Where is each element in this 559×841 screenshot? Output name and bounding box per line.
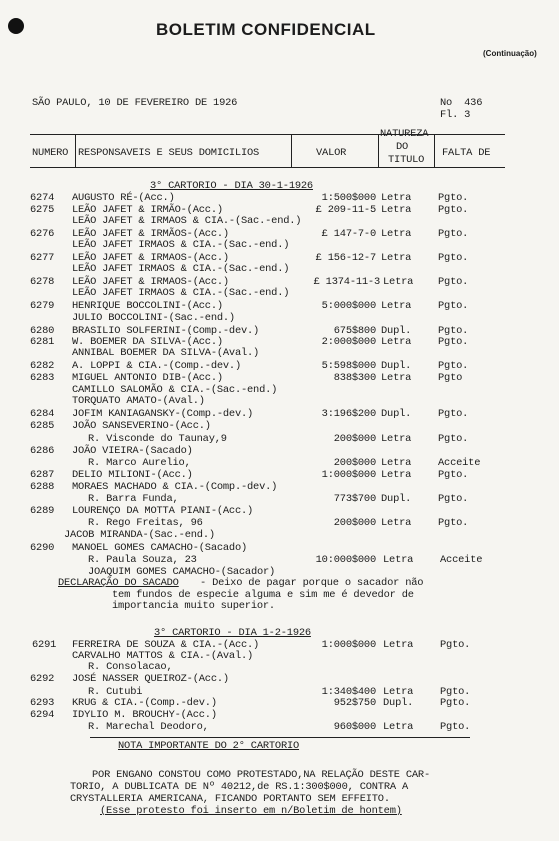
row-falta: Acceite: [438, 457, 481, 469]
row-valor: £ 156-12-7: [315, 252, 376, 264]
row-name: JOAQUIM GOMES CAMACHO-(Sacador): [88, 566, 276, 578]
col-valor: VALOR: [316, 147, 347, 159]
row-valor: 1:000$000: [321, 469, 376, 481]
row-natureza: Letra: [381, 300, 412, 312]
row-valor: £ 209-11-5: [315, 204, 376, 216]
row-name: KRUG & CIA.-(Comp.-dev.): [72, 697, 217, 709]
row-falta: Pgto.: [438, 252, 469, 264]
row-valor: £ 147-7-0: [321, 228, 376, 240]
row-name: ANNIBAL BOEMER DA SILVA-(Aval.): [72, 347, 260, 359]
nota-text: CRYSTALLERIA AMERICANA, FICANDO PORTANTO SEM EFFEITO.: [70, 793, 390, 805]
row-name: DELIO MILIONI-(Acc.): [72, 469, 193, 481]
row-name: LEÃO JAFET & IRMAOS-(Acc.): [72, 252, 229, 264]
row-number: 6281: [30, 336, 55, 348]
row-natureza: Letra: [381, 192, 412, 204]
row-valor: 5:598$000: [321, 360, 376, 372]
row-name: FERREIRA DE SOUZA & CIA.-(Acc.): [72, 639, 260, 651]
row-number: 6274: [30, 192, 55, 204]
row-name: MIGUEL ANTONIO DIB-(Acc.): [72, 372, 223, 384]
row-valor: 3:196$200: [321, 408, 376, 420]
row-name: JOÃO VIEIRA-(Sacado): [72, 445, 193, 457]
row-name: JOÃO SANSEVERINO-(Acc.): [72, 420, 211, 432]
row-natureza: Dupl.: [381, 360, 412, 372]
row-number: 6291: [32, 639, 57, 651]
header-divider: [291, 134, 292, 168]
continuation-label: (Continuação): [483, 49, 537, 58]
row-natureza: Letra: [381, 336, 412, 348]
row-valor: 1:000$000: [321, 639, 376, 651]
row-number: 6284: [30, 408, 55, 420]
row-valor: 773$700: [333, 493, 376, 505]
row-valor: 200$000: [333, 517, 376, 529]
declaracao-label: DECLARAÇÃO DO SACADO: [58, 577, 179, 589]
row-number: 6280: [30, 325, 55, 337]
row-number: 6292: [30, 673, 55, 685]
row-number: 6285: [30, 420, 55, 432]
row-valor: 1:340$400: [321, 686, 376, 698]
row-natureza: Letra: [381, 252, 412, 264]
row-number: 6289: [30, 505, 55, 517]
row-valor: 5:000$000: [321, 300, 376, 312]
row-natureza: Letra: [383, 276, 414, 288]
row-natureza: Letra: [383, 686, 414, 698]
row-falta: Pgto.: [438, 336, 469, 348]
col-natureza-3: TITULO: [388, 154, 425, 166]
row-name: A. LOPPI & CIA.-(Comp.-dev.): [72, 360, 241, 372]
row-number: 6277: [30, 252, 55, 264]
col-natureza-1: NATUREZA: [380, 128, 429, 140]
row-natureza: Letra: [383, 639, 414, 651]
row-falta: Pgto.: [438, 360, 469, 372]
row-name: LEÃO JAFET & IRMÃOS-(Acc.): [72, 228, 229, 240]
row-falta: Pgto.: [438, 408, 469, 420]
row-name: MANOEL GOMES CAMACHO-(Sacado): [72, 542, 248, 554]
row-falta: Pgto.: [438, 325, 469, 337]
row-name: JACOB MIRANDA-(Sac.-end.): [64, 529, 215, 541]
row-valor: 10:000$000: [315, 554, 376, 566]
row-valor: 675$800: [333, 325, 376, 337]
header-divider: [75, 134, 76, 168]
row-falta: Pgto: [438, 372, 463, 384]
row-valor: £ 1374-11-3: [313, 276, 380, 288]
nota-rule: [90, 737, 470, 738]
row-falta: Pgto.: [440, 686, 471, 698]
row-name: CARVALHO MATTOS & CIA.-(Aval.): [72, 650, 254, 662]
row-address: R. Consolacao,: [88, 661, 173, 673]
row-number: 6276: [30, 228, 55, 240]
nota-text: TORIO, A DUBLICATA DE Nº 40212,de RS.1:300$000, CONTRA A: [70, 781, 408, 793]
row-name: AUGUSTO RÉ-(Acc.): [72, 192, 175, 204]
row-name: JOSÉ NASSER QUEIROZ-(Acc.): [72, 673, 229, 685]
row-name: LEÃO JAFET & IRMAOS-(Acc.): [72, 276, 229, 288]
row-name: LEÃO JAFET & IRMÃO-(Acc.): [72, 204, 223, 216]
row-natureza: Letra: [381, 372, 412, 384]
row-falta: Pgto.: [438, 276, 469, 288]
row-falta: Pgto.: [438, 192, 469, 204]
col-natureza-2: DO: [396, 141, 409, 153]
row-number: 6293: [30, 697, 55, 709]
row-number: 6275: [30, 204, 55, 216]
row-falta: Pgto.: [438, 493, 469, 505]
row-address: R. Paula Souza, 23: [88, 554, 197, 566]
header-divider: [378, 134, 379, 168]
row-address: R. Visconde do Taunay,9: [88, 433, 227, 445]
page-title: BOLETIM CONFIDENCIAL: [156, 20, 376, 39]
row-number: 6286: [30, 445, 55, 457]
row-address: R. Barra Funda,: [88, 493, 179, 505]
row-valor: 838$300: [333, 372, 376, 384]
row-number: 6287: [30, 469, 55, 481]
ink-blot: [8, 18, 24, 34]
row-natureza: Letra: [383, 721, 414, 733]
row-falta: Pgto.: [438, 300, 469, 312]
row-natureza: Letra: [381, 228, 412, 240]
row-name: JOFIM KANIAGANSKY-(Comp.-dev.): [72, 408, 254, 420]
row-name: W. BOEMER DA SILVA-(Acc.): [72, 336, 223, 348]
declaracao-text: - Deixo de pagar porque o sacador não: [200, 577, 424, 589]
row-natureza: Letra: [381, 457, 412, 469]
row-falta: Pgto.: [438, 204, 469, 216]
row-valor: 1:500$000: [321, 192, 376, 204]
row-number: 6288: [30, 481, 55, 493]
row-valor: 200$000: [333, 457, 376, 469]
declaracao-text: tem fundos de especie alguma e sim me é devedor de: [112, 589, 414, 601]
row-address: R. Rego Freitas, 96: [88, 517, 203, 529]
row-address: R. Marco Aurelio,: [88, 457, 191, 469]
col-numero: NUMERO: [32, 147, 69, 159]
row-name: TORQUATO AMATO-(Aval.): [72, 395, 205, 407]
row-natureza: Dupl.: [383, 697, 414, 709]
row-name: JULIO BOCCOLINI-(Sac.-end.): [72, 312, 235, 324]
row-number: 6290: [30, 542, 55, 554]
col-responsaveis: RESPONSAVEIS E SEUS DOMICILIOS: [78, 147, 260, 159]
row-valor: 200$000: [333, 433, 376, 445]
row-name: IDYLIO M. BROUCHY-(Acc.): [72, 709, 217, 721]
row-name: LEÃO JAFET IRMAOS & CIA.-(Sac.-end.): [72, 239, 290, 251]
row-valor: 2:000$000: [321, 336, 376, 348]
declaracao-text: importancia muito superior.: [112, 600, 275, 612]
row-valor: 960$000: [333, 721, 376, 733]
section-heading: 3° CARTORIO - DIA 30-1-1926: [150, 180, 313, 192]
row-falta: Pgto.: [440, 697, 471, 709]
nota-title: NOTA IMPORTANTE DO 2° CARTORIO: [118, 740, 300, 752]
row-natureza: Dupl.: [381, 493, 412, 505]
row-number: 6282: [30, 360, 55, 372]
row-falta: Pgto.: [438, 469, 469, 481]
row-name: LEÃO JAFET IRMAOS & CIA.-(Sac.-end.): [72, 287, 290, 299]
row-address: R. Marechal Deodoro,: [88, 721, 209, 733]
section-heading: 3° CARTORIO - DIA 1-2-1926: [154, 627, 311, 639]
row-address: R. Cutubi: [88, 686, 143, 698]
row-name: MORAES MACHADO & CIA.-(Comp.-dev.): [72, 481, 278, 493]
nota-footnote: (Esse protesto foi inserto em n/Boletim de hontem): [100, 805, 402, 817]
row-number: 6278: [30, 276, 55, 288]
row-natureza: Letra: [381, 204, 412, 216]
bulletin-number: No 436: [440, 97, 483, 109]
row-number: 6294: [30, 709, 55, 721]
sheet-number: Fl. 3: [440, 109, 471, 121]
row-natureza: Letra: [381, 433, 412, 445]
row-valor: 952$750: [333, 697, 376, 709]
col-falta: FALTA DE: [442, 147, 491, 159]
nota-text: POR ENGANO CONSTOU COMO PROTESTADO,NA RELAÇÃO DESTE CAR-: [92, 769, 430, 781]
row-name: CAMILLO SALOMÃO & CIA.-(Sac.-end.): [72, 384, 278, 396]
row-natureza: Letra: [383, 554, 414, 566]
row-number: 6279: [30, 300, 55, 312]
row-natureza: Letra: [381, 517, 412, 529]
row-name: LOURENÇO DA MOTTA PIANI-(Acc.): [72, 505, 254, 517]
row-name: HENRIQUE BOCCOLINI-(Acc.): [72, 300, 223, 312]
row-natureza: Dupl.: [381, 325, 412, 337]
row-falta: Pgto.: [438, 517, 469, 529]
row-falta: Pgto.: [438, 228, 469, 240]
city-date: SÃO PAULO, 10 DE FEVEREIRO DE 1926: [32, 97, 238, 109]
row-natureza: Letra: [381, 469, 412, 481]
row-falta: Pgto.: [438, 433, 469, 445]
row-name: LEÃO JAFET IRMAOS & CIA.-(Sac.-end.): [72, 263, 290, 275]
header-rule-bottom: [30, 167, 505, 168]
row-name: LEÃO JAFET & IRMAOS & CIA.-(Sac.-end.): [72, 215, 302, 227]
row-falta: Acceite: [440, 554, 483, 566]
row-number: 6283: [30, 372, 55, 384]
row-falta: Pgto.: [440, 639, 471, 651]
row-name: BRASILIO SOLFERINI-(Comp.-dev.): [72, 325, 260, 337]
header-divider: [434, 134, 435, 168]
row-falta: Pgto.: [440, 721, 471, 733]
row-natureza: Dupl.: [381, 408, 412, 420]
